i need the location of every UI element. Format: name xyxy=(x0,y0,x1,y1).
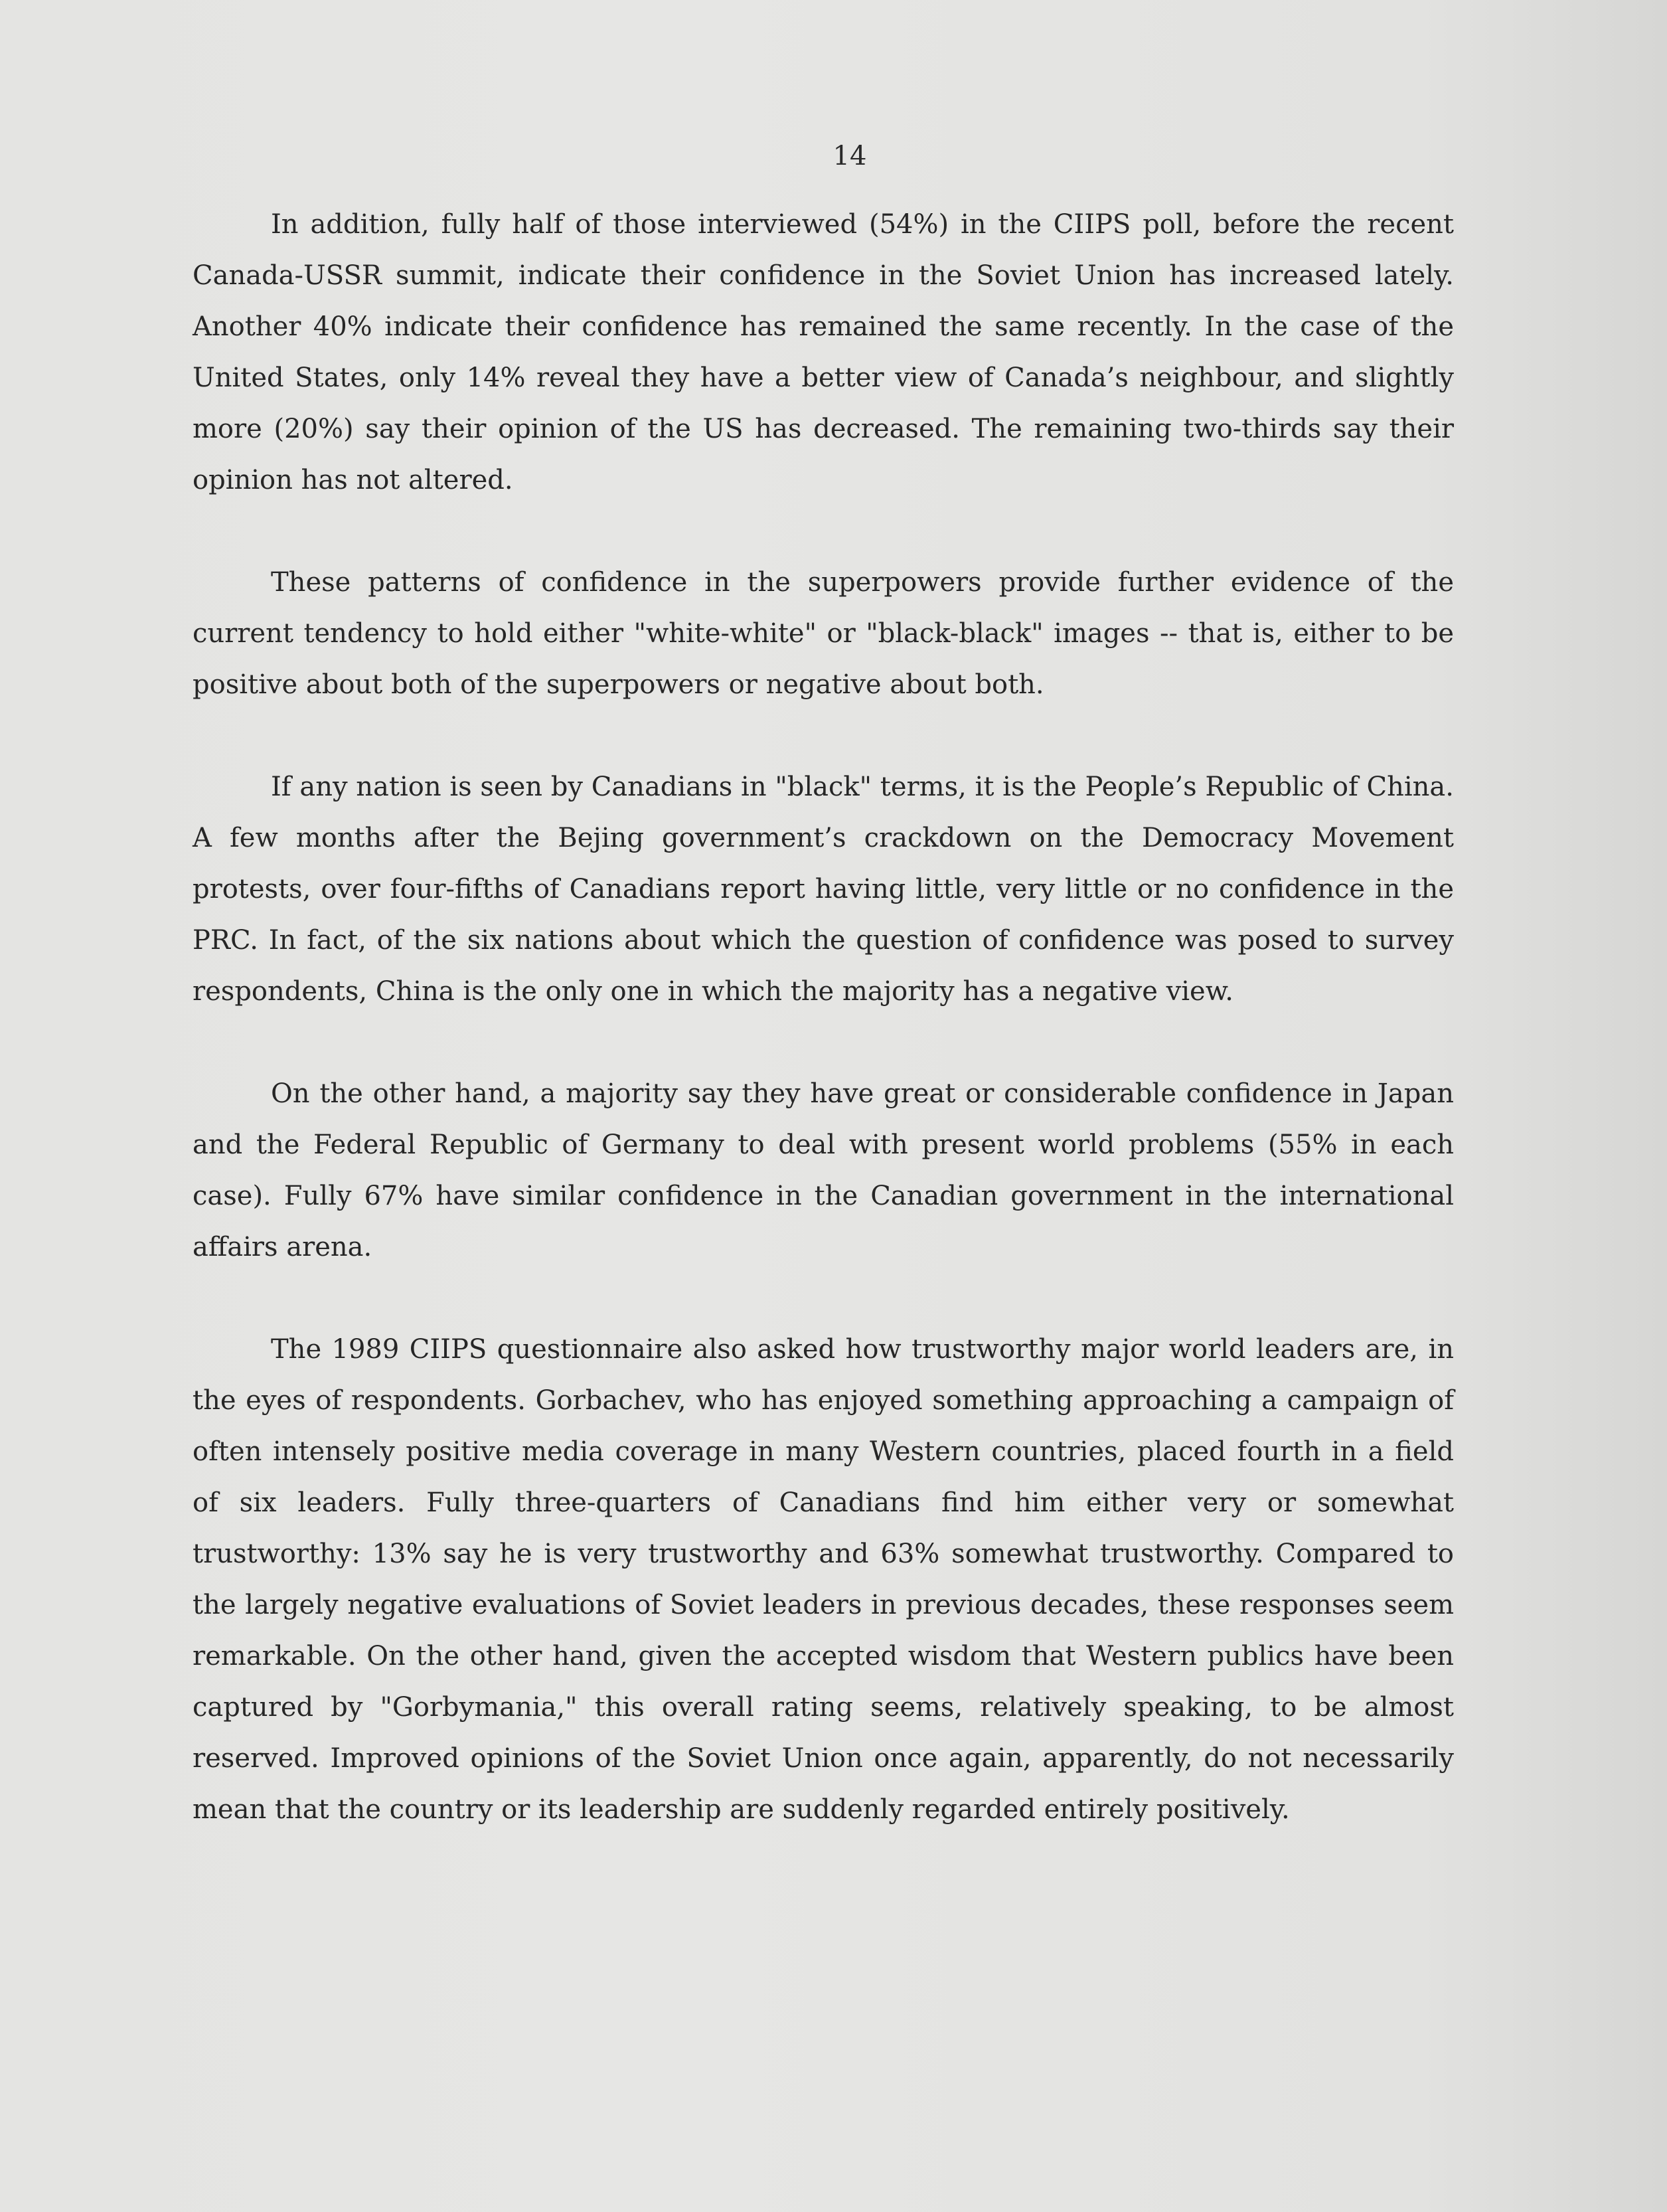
paragraph-confidence-superpowers: In addition, fully half of those interviewed (54%) in the CIIPS poll, before the recent Canada-USSR summit, indicate their confidence in the Soviet Union has increased lately. Another 40% indicate their confidence has remained the same recently. In the case of the United States, only 14% reveal they have a better view of Canada’s neighbour, and slightly more (20%) say their opinion of the US has decreased. The remaining two-thirds say their opinion has not altered. xyxy=(193,209,1454,495)
page-number: 14 xyxy=(833,141,867,171)
paragraph-leaders-trust: The 1989 CIIPS questionnaire also asked how trustworthy major world leaders are, in the eyes of respondents. Gorbachev, who has enjoyed something approaching a campaign of often intensely positive media coverage in many Western countries, placed fourth in a field of six leaders. Fully three-quarters of Canadians find him either very or somewhat trustworthy: 13% say he is very trustworthy and 63% somewhat trustworthy. Compared to the largely negative evaluations of Soviet leaders in previous decades, these responses seem remarkable. On the other hand, given the accepted wisdom that Western publics have been captured by "Gorbymania," this overall rating seems, relatively speaking, to be almost reserved. Improved opinions of the Soviet Union once again, apparently, do not necessarily mean that the country or its leadership are suddenly regarded entirely positively. xyxy=(193,1334,1454,1825)
body-text xyxy=(193,199,1454,1835)
paragraph-japan-germany: On the other hand, a majority say they have great or considerable confidence in Japan and the Federal Republic of Germany to deal with present world problems (55% in each case). Fully 67% have similar confidence in the Canadian government in the international affairs arena. xyxy=(193,1078,1454,1262)
paragraph-china: If any nation is seen by Canadians in "black" terms, it is the People’s Republic of China. A few months after the Bejing government’s crackdown on the Democracy Movement protests, over four-fifths of Canadians report having little, very little or no confidence in the PRC. In fact, of the six nations about which the question of confidence was posed to survey respondents, China is the only one in which the majority has a negative view. xyxy=(193,772,1454,1007)
paragraph-white-black-images: These patterns of confidence in the superpowers provide further evidence of the current tendency to hold either "white-white" or "black-black" images -- that is, either to be positive about both of the superpowers or negative about both. xyxy=(193,567,1454,700)
